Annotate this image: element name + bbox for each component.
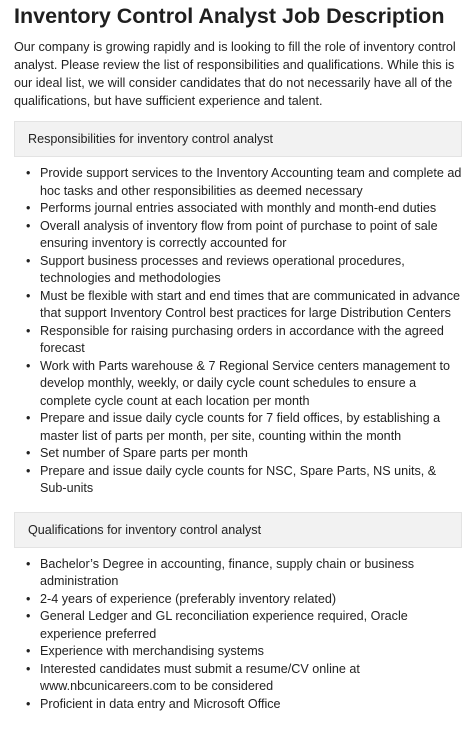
- qualifications-heading: Qualifications for inventory control analyst: [14, 512, 462, 548]
- list-item-text: Support business processes and reviews operational procedures, technologies and methodologies: [40, 253, 405, 285]
- list-item-text: Must be flexible with start and end times that are communicated in advance that support Inventory Control best practices for large Distribution Centers: [40, 288, 461, 320]
- list-item-text: Prepare and issue daily cycle counts for NSC, Spare Parts, NS units, & Sub-units: [40, 463, 437, 495]
- section-spacer: [14, 498, 462, 512]
- bullet-icon: •: [26, 323, 31, 338]
- list-item-text: Set number of Spare parts per month: [40, 446, 248, 460]
- list-item: [26, 165, 462, 200]
- bullet-icon: •: [26, 591, 31, 606]
- list-item: [26, 643, 462, 661]
- bullet-icon: •: [26, 201, 31, 215]
- bullet-icon: •: [26, 609, 31, 623]
- list-item-text: Interested candidates must submit a resume/CV online at www.nbcunicareers.com to be considered: [40, 661, 360, 693]
- bullet-icon: •: [26, 288, 31, 303]
- list-item: [26, 696, 462, 714]
- bullet-icon: •: [26, 218, 31, 233]
- bullet-icon: •: [26, 166, 31, 180]
- list-item: [26, 410, 462, 445]
- bullet-icon: •: [26, 644, 31, 658]
- intro-paragraph: Our company is growing rapidly and is looking to fill the role of inventory control analyst. Please review the list of responsibilities and qualifications. While this is our ideal list, we will consider candidates that do not necessarily have all of the qualifications, but have sufficient experience and talent.: [14, 40, 456, 108]
- list-item: [26, 358, 462, 411]
- list-item-text: Proficient in data entry and Microsoft Office: [40, 696, 281, 711]
- responsibilities-heading: Responsibilities for inventory control analyst: [14, 121, 462, 157]
- responsibilities-list: [14, 165, 462, 498]
- bullet-icon: •: [26, 463, 31, 478]
- list-item-text: Prepare and issue daily cycle counts for 7 field offices, by establishing a master list of parts per month, per site, counting within the month: [40, 411, 441, 443]
- bullet-icon: •: [26, 556, 31, 571]
- bullet-icon: •: [26, 661, 31, 676]
- bullet-icon: •: [26, 411, 31, 425]
- list-item: [26, 445, 462, 463]
- list-item: [26, 591, 462, 609]
- list-item: [26, 200, 462, 218]
- list-item-text: Overall analysis of inventory flow from point of purchase to point of sale ensuring inventory is correctly accounted for: [40, 218, 438, 250]
- bullet-icon: •: [26, 446, 31, 460]
- list-item: [26, 463, 462, 498]
- list-item-text: Performs journal entries associated with monthly and month-end duties: [40, 201, 437, 215]
- list-item-text: Experience with merchandising systems: [40, 644, 264, 658]
- list-item: [26, 218, 462, 253]
- list-item: [26, 288, 462, 323]
- list-item-text: Bachelor’s Degree in accounting, finance, supply chain or business administration: [40, 556, 415, 588]
- bullet-icon: •: [26, 696, 31, 711]
- list-item: [26, 608, 462, 643]
- bullet-icon: •: [26, 358, 31, 373]
- list-item-text: Work with Parts warehouse & 7 Regional Service centers management to develop monthly, weekly, or daily cycle count schedules to ensure a complete cycle count at each location per month: [40, 358, 450, 408]
- list-item: [26, 253, 462, 288]
- qualifications-list: [14, 556, 462, 714]
- page-title: Inventory Control Analyst Job Description: [14, 4, 445, 28]
- list-item: [26, 661, 462, 696]
- list-item-text: 2-4 years of experience (preferably inventory related): [40, 591, 337, 606]
- list-item-text: General Ledger and GL reconciliation experience required, Oracle experience preferred: [40, 609, 408, 641]
- list-item: [26, 323, 462, 358]
- list-item-text: Responsible for raising purchasing orders in accordance with the agreed forecast: [40, 323, 444, 355]
- list-item: [26, 556, 462, 591]
- bullet-icon: •: [26, 253, 31, 268]
- list-item-text: Provide support services to the Inventory Accounting team and complete ad hoc tasks and other responsibilities as deemed necessary: [40, 166, 462, 198]
